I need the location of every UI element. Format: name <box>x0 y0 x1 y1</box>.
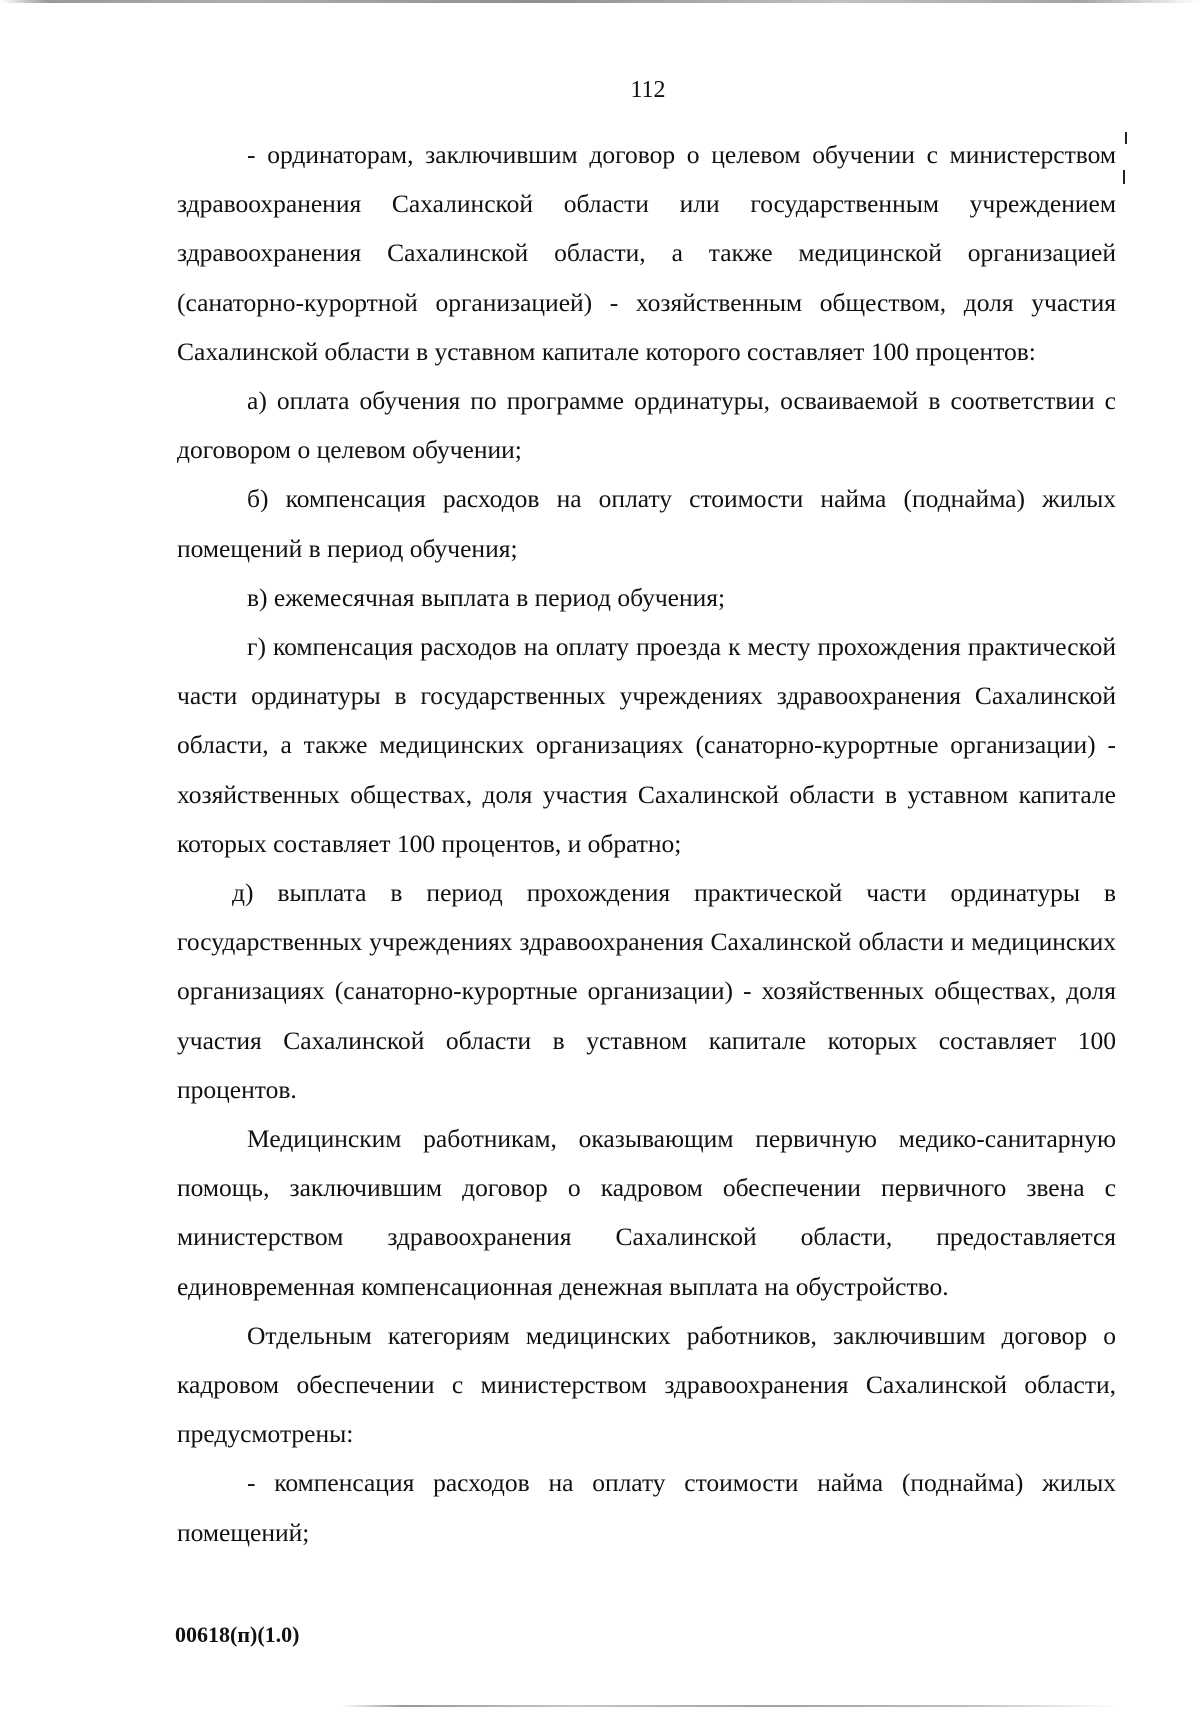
document-footer-code: 00618(п)(1.0) <box>175 1622 300 1647</box>
document-body <box>177 130 1116 1557</box>
paragraph-item-b: б) компенсация расходов на оплату стоимости найма (поднайма) жилых помещений в период обучения; <box>177 484 1116 563</box>
scan-edge-bottom <box>340 1705 1120 1707</box>
paragraph-residents-intro: - ординаторам, заключившим договор о целевом обучении с министерством здравоохранения Сахалинской области или государственным учреждением здравоохранения Сахалинской области, а также медицинской организацией (санаторно-курортной организацией) - хозяйственным обществом, доля участия Сахалинской области в уставном капитале которого составляет 100 процентов: <box>177 140 1116 366</box>
page-number: 112 <box>630 77 666 103</box>
scan-mark <box>1123 170 1125 184</box>
paragraph-housing-compensation: - компенсация расходов на оплату стоимости найма (поднайма) жилых помещений; <box>177 1468 1116 1547</box>
paragraph-categories-intro: Отдельным категориям медицинских работников, заключившим договор о кадровом обеспечении с министерством здравоохранения Сахалинской области, предусмотрены: <box>177 1320 1116 1449</box>
paragraph-item-d: д) выплата в период прохождения практической части ординатуры в государственных учреждениях здравоохранения Сахалинской области и медицинских организациях (санаторно-курортные организации) - хозяйственных обществах, доля участия Сахалинской области в уставном капитале которых составляет 100 процентов. <box>177 878 1116 1104</box>
paragraph-item-a: а) оплата обучения по программе ординатуры, осваиваемой в соответствии с договором о целевом обучении; <box>177 386 1116 465</box>
scan-mark <box>1125 132 1127 144</box>
scan-edge-top <box>0 0 1200 3</box>
paragraph-item-g: г) компенсация расходов на оплату проезда к месту прохождения практической части ординатуры в государственных учреждениях здравоохранения Сахалинской области, а также медицинских организациях (санаторно-курортные организации) - хозяйственных обществах, доля участия Сахалинской области в уставном капитале которых составляет 100 процентов, и обратно; <box>177 632 1116 858</box>
paragraph-item-v: в) ежемесячная выплата в период обучения; <box>247 582 726 612</box>
paragraph-primary-care-payment: Медицинским работникам, оказывающим первичную медико-санитарную помощь, заключившим договор о кадровом обеспечении первичного звена с министерством здравоохранения Сахалинской области, предоставляется единовременная компенсационная денежная выплата на обустройство. <box>177 1124 1116 1301</box>
